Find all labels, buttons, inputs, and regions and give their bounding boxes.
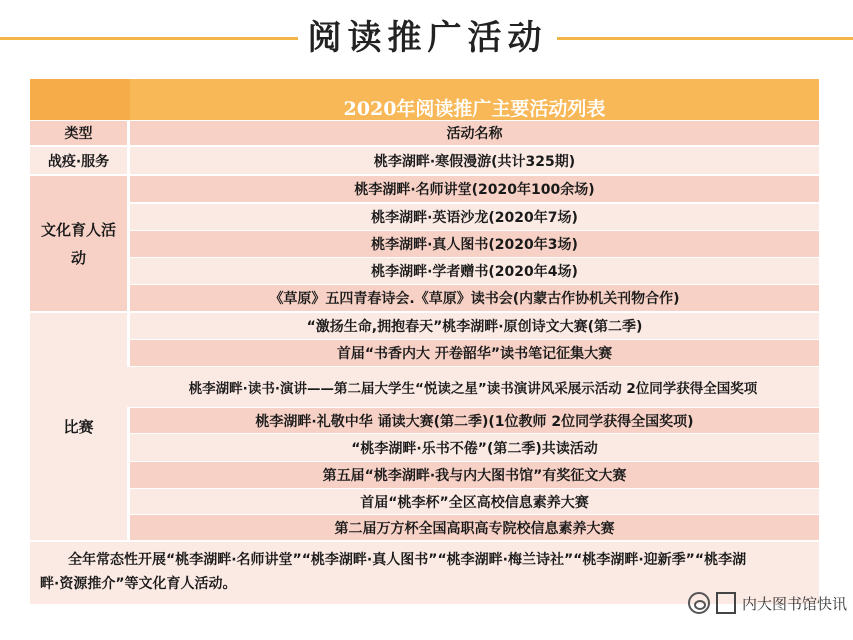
table-row xyxy=(30,258,819,284)
table-row xyxy=(30,204,819,230)
header-rule-left xyxy=(0,37,298,40)
activity-cell: 桃李湖畔·真人图书(2020年3场) xyxy=(130,231,819,257)
page-title: 阅读推广活动 xyxy=(307,18,548,58)
activity-cell: 桃李湖畔·读书·演讲——第二届大学生“悦读之星”读书演讲风采展示活动 2位同学获得全国奖项 xyxy=(127,367,819,407)
header-rule-right xyxy=(557,37,853,40)
activity-cell: 桃李湖畔·寒假漫游(共计325期) xyxy=(130,147,819,174)
table-header-row xyxy=(30,121,819,145)
activity-cell: 桃李湖畔·学者赠书(2020年4场) xyxy=(130,258,819,284)
activity-cell: “激扬生命,拥抱春天”桃李湖畔·原创诗文大赛(第二季) xyxy=(130,313,819,339)
table-row xyxy=(30,367,819,407)
watermark xyxy=(688,590,847,616)
banner-corner xyxy=(30,79,130,120)
activity-cell: “桃李湖畔·乐书不倦”(第二季)共读活动 xyxy=(130,434,819,461)
table-row xyxy=(30,313,819,339)
activity-cell: 桃李湖畔·英语沙龙(2020年7场) xyxy=(130,204,819,230)
table-row xyxy=(30,147,819,174)
activity-cell: 《草原》五四青春诗会.《草原》读书会(内蒙古作协机关刊物合作) xyxy=(130,285,819,311)
footer-line-1: 全年常态性开展“桃李湖畔·名师讲堂”“桃李湖畔·真人图书”“桃李湖畔·梅兰诗社”“桃李湖畔·迎新季”“桃李湖 xyxy=(68,552,747,568)
activity-cell: 桃李湖畔·礼敬中华 诵读大赛(第二季)(1位教师 2位同学获得全国奖项) xyxy=(130,408,819,433)
type-label: 比赛 xyxy=(63,417,94,436)
activity-cell: 桃李湖畔·名师讲堂(2020年100余场) xyxy=(130,176,819,202)
table-row xyxy=(30,408,819,433)
activity-cell: 第五届“桃李湖畔·我与内大图书馆”有奖征文大赛 xyxy=(130,462,819,488)
table-row xyxy=(30,285,819,311)
activity-cell: 第二届万方杯全国高职高专院校信息素养大赛 xyxy=(130,515,819,540)
library-logo-icon xyxy=(716,592,736,614)
table-row xyxy=(30,489,819,514)
table-banner xyxy=(30,79,819,120)
column-header-name: 活动名称 xyxy=(130,121,819,145)
page-header xyxy=(0,0,853,78)
table-row xyxy=(30,340,819,366)
table-row xyxy=(30,176,819,202)
type-cell: 战疫·服务 xyxy=(30,147,127,174)
activity-cell: 首届“书香内大 开卷韶华”读书笔记征集大赛 xyxy=(130,340,819,366)
table-row xyxy=(30,462,819,488)
watermark-text: 内大图书馆快讯 xyxy=(741,594,847,613)
table-row xyxy=(30,231,819,257)
type-label: 文化育人活动 xyxy=(40,220,116,267)
column-header-type: 类型 xyxy=(30,121,127,145)
activity-cell: 首届“桃李杯”全区高校信息素养大赛 xyxy=(130,489,819,514)
table-row xyxy=(30,515,819,540)
footer-line-2: 畔·资源推介”等文化育人活动。 xyxy=(40,576,237,592)
table-title: 2020年阅读推广主要活动列表 xyxy=(343,98,606,120)
table-row xyxy=(30,434,819,461)
wechat-icon xyxy=(688,592,710,614)
